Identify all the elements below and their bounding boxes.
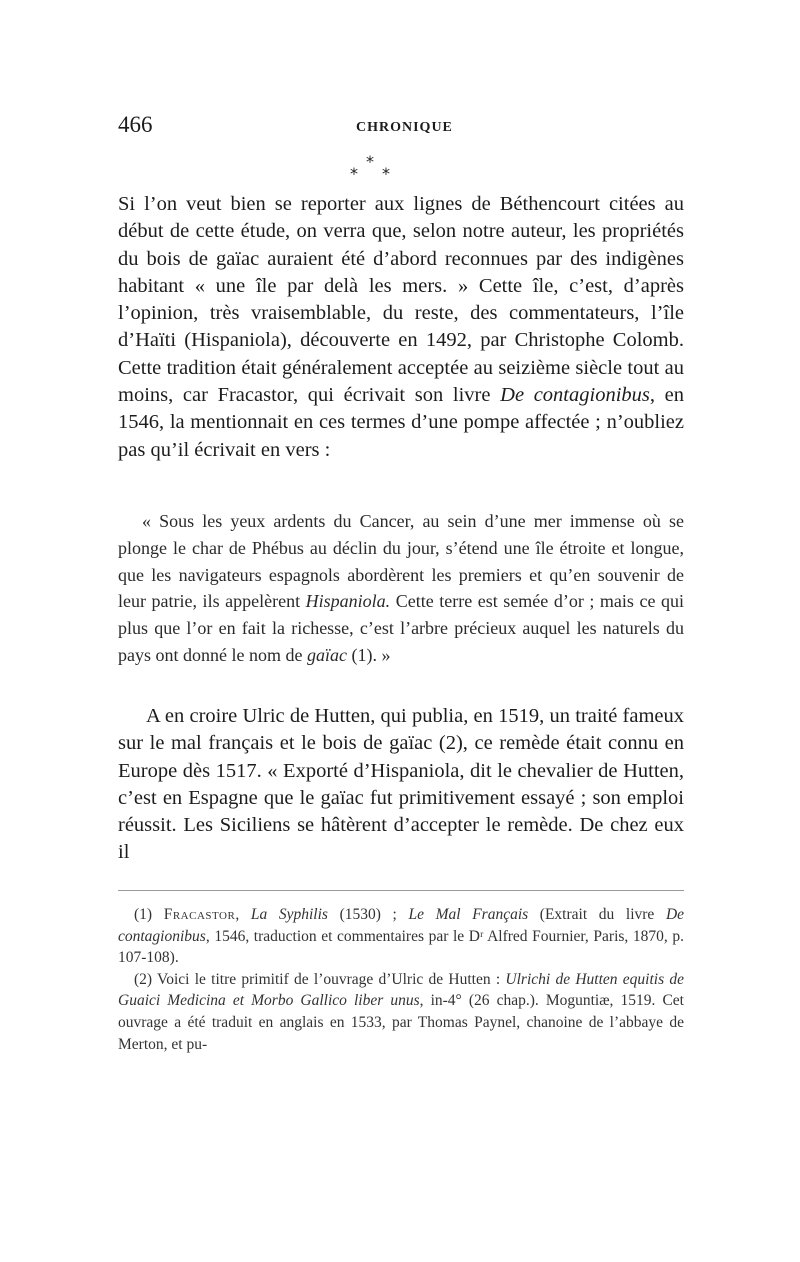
footnote-1-author: Fracastor [163,906,236,923]
asterism-divider [340,152,440,188]
paragraph-1-text-a: Si l’on veut bien se reporter aux lignes de Béthencourt citées au début de cette étude, on verra que, selon notre auteur, les propriétés du bois de gaïac auraient été d’abord reconnues par des indigènes habitant « une île par delà les mers. » Cette île, c’est, d’après l’opinion, très vraisemblable, du reste, des commentateurs, l’île d’Haïti (Hispaniola), découverte en 1492, par Christophe Colomb. Cette tradition était généralement acceptée au seizième siècle tout au moins, car Fracastor, qui écrivait son livre [118,193,684,407]
footnote-1-text-2: (Extrait du livre [528,906,666,923]
footnote-1-title-2: Le Mal Français [408,906,529,923]
footnote-2-title: Ulrichi de Hutten equitis de Guaici Medicina et Morbo Gallico liber unus [118,970,684,1010]
quote-italic-gaiac: gaïac [306,644,347,665]
footnote-2-text-2: , in-4° (26 chap.). Moguntiæ, 1519. Cet ouvrage a été traduit en anglais en 1533, par Thomas Paynel, chanoine de l’abbaye de Merton, et pu- [118,992,684,1053]
quote-text-a: « Sous les yeux ardents du Cancer, au sein d’une mer immense où se plonge le char de Phébus au déclin du jour, s’étend une île étroite et longue, que les navigateurs espagnols abordèrent les premiers et qu’en souvenir de leur patrie, ils appelèrent [118,511,684,612]
page-number: 466 [118,112,153,137]
footnote-1-text-3: , 1546, traduction et commentaires par le Dʳ Alfred Fournier, Paris, 1870, p. 107-108). [118,927,684,967]
asterisk-right: * [382,164,390,183]
book-title-de-contagionibus: De contagionibus [500,384,650,407]
asterisk-left: * [350,164,358,183]
running-title: CHRONIQUE [356,120,453,135]
footnote-1-title-1: La Syphilis [250,906,328,923]
asterisk-top: * [366,152,374,171]
footnote-2 [118,969,684,1055]
footnote-2-text-1: (2) Voici le titre primitif de l’ouvrage d’Ulric de Hutten : [134,970,506,988]
footnote-1 [118,904,684,969]
quote-text-b: Cette terre est semée d’or ; mais ce qui plus que l’or en fait la richesse, c’est l’arbre précieux auquel les naturels du pays ont donné le nom de [118,591,685,665]
quote-text-c: (1). » [346,644,391,665]
paragraph-fracastor [118,191,684,464]
paragraph-1-text-b: , en 1546, la mentionnait en ces termes d’une pompe affectée ; n’oubliez pas qu’il écrivait en vers : [118,384,685,461]
footnote-1-title-3: De contagionibus [118,906,685,945]
footnote-1-sep: , [235,906,251,923]
paragraph-hutten: A en croire Ulric de Hutten, qui publia, en 1519, un traité fameux sur le mal français et le bois de gaïac (2), ce remède était connu en Europe dès 1517. « Exporté d’Hispaniola, dit le chevalier de Hutten, c’est en Espagne que le gaïac fut primitivement essayé ; son emploi réussit. Les Siciliens se hâtèrent d’accepter le remède. De chez eux il [118,705,684,864]
footnote-divider [118,890,684,891]
quotation-hispaniola [118,508,684,669]
footnotes [118,904,684,1055]
page-header [118,112,684,152]
footnote-1-marker: (1) [134,906,164,923]
quote-italic-hispaniola: Hispaniola. [305,591,391,612]
footnote-1-text-1: (1530) ; [327,906,409,923]
